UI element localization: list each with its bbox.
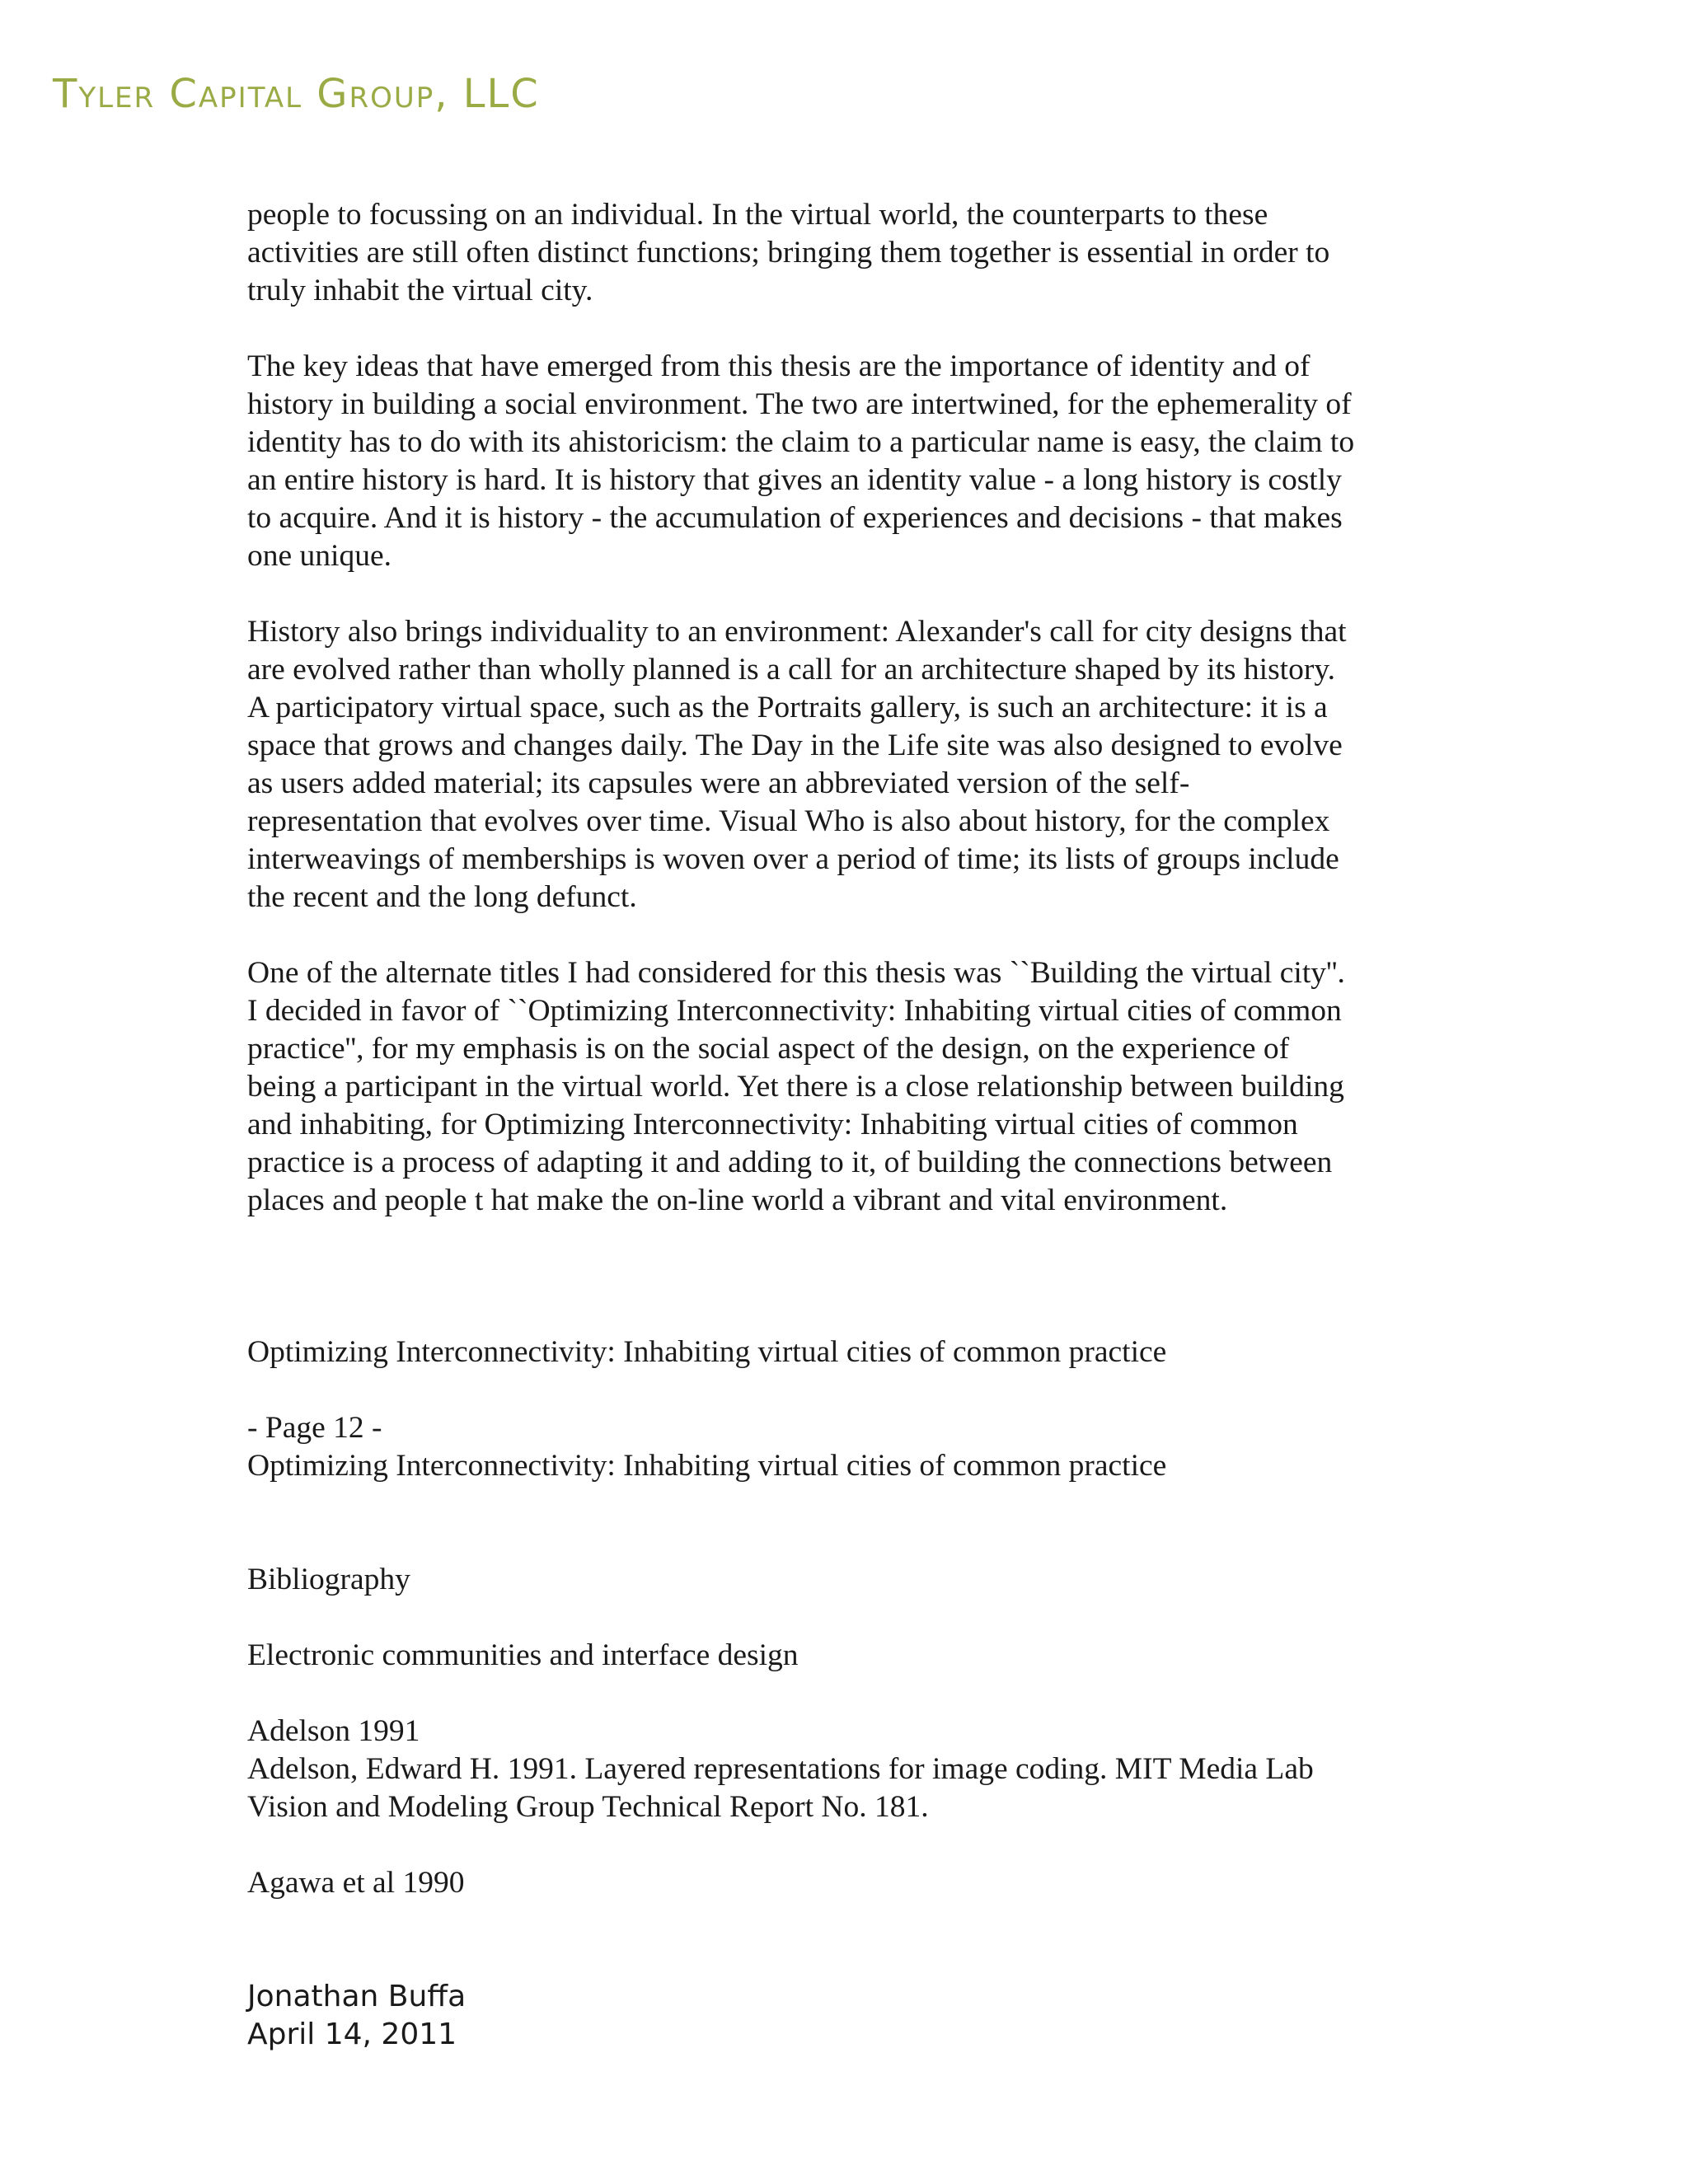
paragraph-line: are evolved rather than wholly planned is a call for an architecture shaped by its history.: [247, 653, 1336, 687]
paragraph-4: [247, 954, 1484, 1220]
paragraph-3: [247, 613, 1484, 916]
paragraph-line: practice'', for my emphasis is on the social aspect of the design, on the experience of: [247, 1032, 1290, 1066]
paragraph-line: interweavings of memberships is woven over a period of time; its lists of groups include: [247, 842, 1339, 876]
paragraph-line: representation that evolves over time. Visual Who is also about history, for the complex: [247, 804, 1330, 838]
paragraph-line: the recent and the long defunct.: [247, 880, 637, 914]
company-header: Tyler Capital Group, LLC: [53, 71, 540, 117]
footer-title-2: Optimizing Interconnectivity: Inhabiting virtual cities of common practice: [247, 1449, 1167, 1483]
bibliography-heading: Bibliography: [247, 1563, 410, 1596]
paragraph-line: to acquire. And it is history - the accumulation of experiences and decisions - that makes: [247, 501, 1343, 535]
paragraph-line: as users added material; its capsules were an abbreviated version of the self-: [247, 766, 1190, 800]
bibliography-entry-line: Adelson, Edward H. 1991. Layered representations for image coding. MIT Media Lab: [247, 1752, 1314, 1786]
paragraph-1: [247, 196, 1484, 310]
bibliography-section: Electronic communities and interface design: [247, 1638, 799, 1672]
paragraph-line: places and people t hat make the on-line world a vibrant and vital environment.: [247, 1183, 1228, 1217]
paragraph-line: practice is a process of adapting it and adding to it, of building the connections between: [247, 1146, 1333, 1179]
paragraph-line: activities are still often distinct functions; bringing them together is essential in order to: [247, 236, 1330, 269]
paragraph-line: One of the alternate titles I had considered for this thesis was ``Building the virtual city''.: [247, 956, 1345, 990]
paragraph-line: and inhabiting, for Optimizing Interconnectivity: Inhabiting virtual cities of common: [247, 1108, 1298, 1141]
paragraph-line: The key ideas that have emerged from this thesis are the importance of identity and of: [247, 349, 1311, 383]
paragraph-line: people to focussing on an individual. In the virtual world, the counterparts to these: [247, 198, 1268, 232]
paragraph-line: I decided in favor of ``Optimizing Interconnectivity: Inhabiting virtual cities of common: [247, 994, 1342, 1028]
paragraph-line: history in building a social environment. The two are intertwined, for the ephemerality of: [247, 387, 1352, 421]
paragraph-line: space that grows and changes daily. The Day in the Life site was also designed to evolve: [247, 729, 1343, 762]
bibliography-entry-key: Agawa et al 1990: [247, 1866, 465, 1900]
bibliography-entry: [247, 1864, 1484, 1902]
paragraph-line: an entire history is hard. It is history that gives an identity value - a long history is costly: [247, 463, 1342, 497]
footer-title-1: Optimizing Interconnectivity: Inhabiting virtual cities of common practice: [247, 1335, 1167, 1369]
paragraph-line: being a participant in the virtual world. Yet there is a close relationship between building: [247, 1070, 1344, 1104]
signature-date: April 14, 2011: [247, 2018, 457, 2051]
page-number: - Page 12 -: [247, 1411, 382, 1445]
paragraph-line: A participatory virtual space, such as the Portraits gallery, is such an architecture: it is a: [247, 691, 1328, 724]
signature-name: Jonathan Buffa: [247, 1980, 467, 2013]
paragraph-2: [247, 348, 1484, 575]
bibliography-entry-key: Adelson 1991: [247, 1714, 420, 1748]
bibliography-entry: [247, 1713, 1484, 1826]
paragraph-line: truly inhabit the virtual city.: [247, 274, 593, 307]
bibliography-entry-line: Vision and Modeling Group Technical Report No. 181.: [247, 1790, 929, 1824]
signature-block: [247, 1978, 466, 2054]
paragraph-line: History also brings individuality to an environment: Alexander's call for city designs that: [247, 615, 1347, 649]
paragraph-line: identity has to do with its ahistoricism: the claim to a particular name is easy, the claim to: [247, 425, 1355, 459]
paragraph-line: one unique.: [247, 539, 392, 573]
document-body: [247, 196, 1484, 1902]
